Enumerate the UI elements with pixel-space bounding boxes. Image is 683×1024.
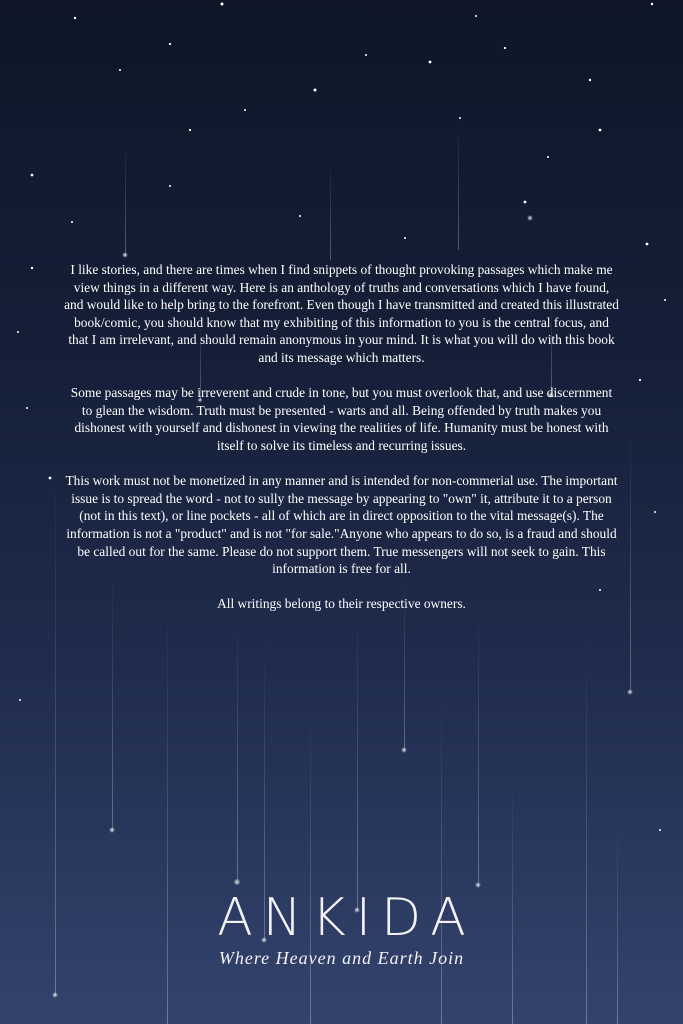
disclaimer-text-block: [64, 261, 619, 630]
brand-tagline: Where Heaven and Earth Join: [218, 948, 465, 968]
intro-paragraph: I like stories, and there are times when I find snippets of thought provoking passages which make me view things in a different way. Here is an anthology of truths and conversations which I have found, and would like to help bring to the forefront. Even though I have transmitted and created this illustrated book/comic, you should know that my exhibiting of this information to you is the central focus, and that I am irrelevant, and should remain anonymous in your mind. It is what you will do with this book and its message which matters.: [64, 262, 619, 365]
ownership-notice: All writings belong to their respective owners.: [217, 596, 466, 612]
brand-block: [0, 888, 683, 969]
brand-logo-title: ANKIDA: [217, 888, 476, 948]
non-commercial-paragraph: This work must not be monetized in any manner and is intended for non-commerial use. The important issue is to spread the word - not to sully the message by appearing to "own" it, attribute it to a person (not in this text), or line pockets - all of which are in direct opposition to the vital message(s). The information is not a "product" and is not "for sale."Anyone who appears to do so, is a fraud and should be called out for the same. Please do not support them. True messengers will not seek to gain. This information is free for all.: [65, 473, 618, 577]
discernment-paragraph: Some passages may be irreverent and crude in tone, but you must overlook that, and use discernment to glean the wisdom. Truth must be presented - warts and all. Being offended by truth makes you dishonest with yourself and dishonest in viewing the realities of life. Humanity must be honest with itself to solve its timeless and recurring issues.: [70, 385, 613, 453]
